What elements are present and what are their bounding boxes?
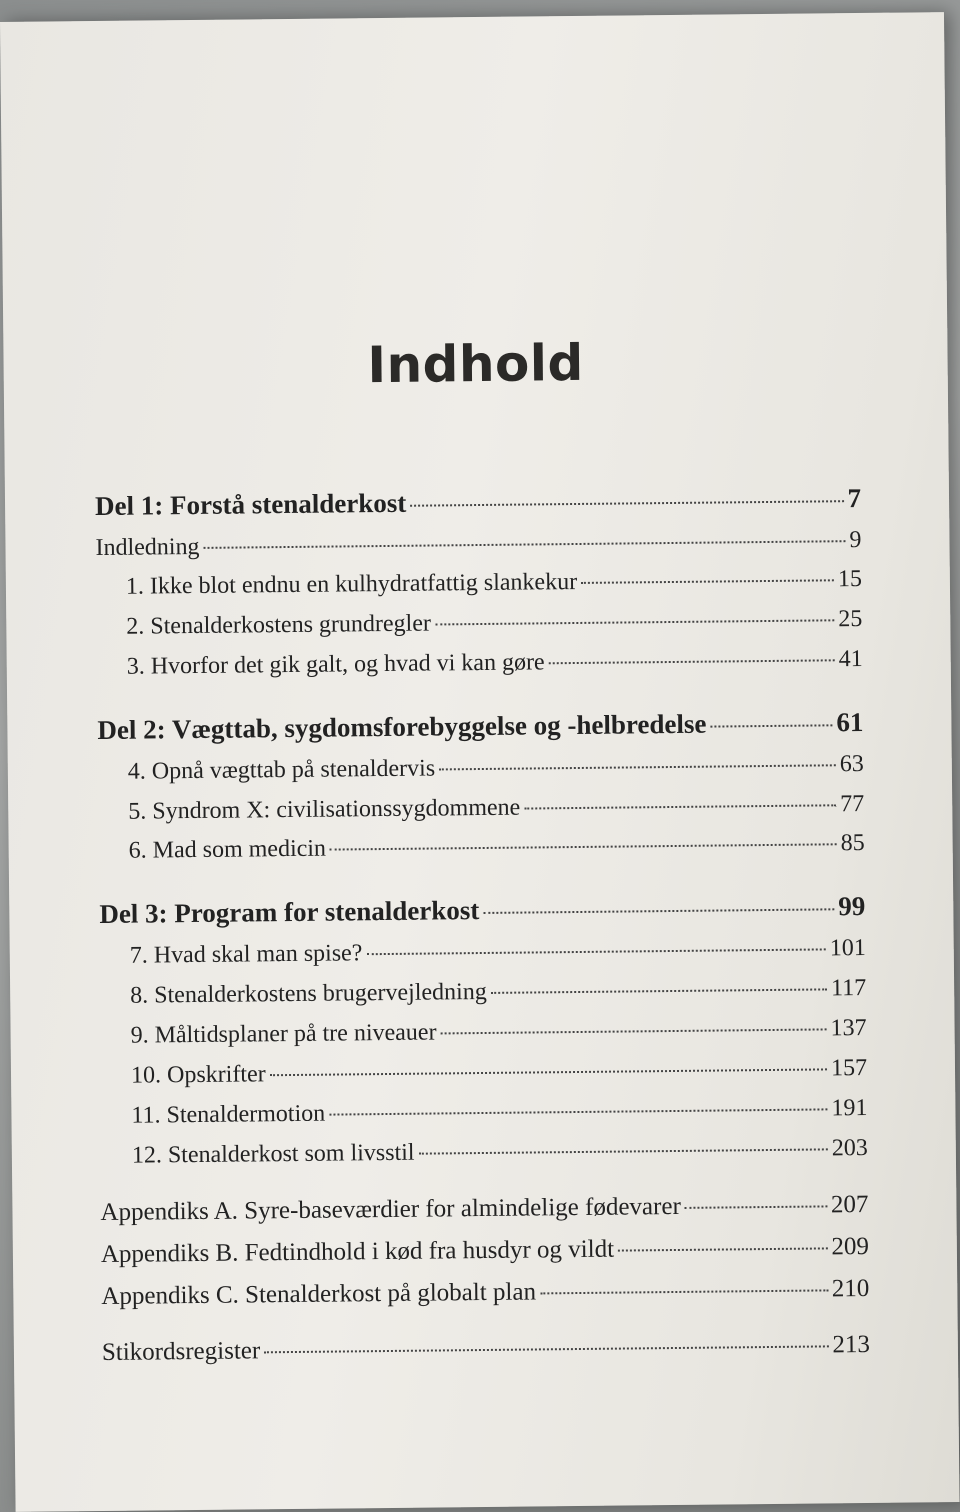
leader-dots: [440, 1028, 826, 1034]
toc-entry: [126, 606, 862, 641]
leader-dots: [491, 988, 827, 994]
toc-entry: [129, 830, 865, 865]
toc-page-number: 117: [830, 974, 867, 1002]
toc-part-label: Del 1: Forstå stenalderkost: [94, 487, 407, 522]
leader-dots: [270, 1068, 827, 1076]
toc-entry-label: 8. Stenalderkostens brugervejledning: [130, 978, 487, 1009]
toc-page-number: 210: [831, 1274, 870, 1303]
toc-page-number: 207: [830, 1190, 869, 1219]
toc-entry: [131, 1055, 867, 1090]
toc-page-number: 85: [840, 829, 865, 857]
leader-dots: [203, 540, 845, 549]
leader-dots: [439, 764, 836, 770]
table-of-contents: [0, 12, 960, 1512]
toc-page-number: 41: [838, 646, 863, 673]
toc-entry-label: Appendiks B. Fedtindhold i kød fra husdyr og vildt: [100, 1235, 615, 1269]
toc-appendix-entry: [101, 1233, 869, 1269]
toc-page-number: 101: [829, 934, 866, 962]
toc-page-number: 77: [840, 790, 865, 818]
toc-entry: [131, 1095, 867, 1130]
toc-entry-label: 9. Måltidsplaner på tre niveauer: [130, 1019, 437, 1049]
toc-part-label: Del 2: Vægttab, sygdomsforebyggelse og -helbredelse: [97, 708, 707, 746]
toc-entry-label: 7. Hvad skal man spise?: [129, 940, 363, 969]
toc-entry-label: Stikordsregister: [101, 1337, 261, 1367]
toc-page-number: 61: [836, 706, 864, 738]
toc-page-number: 25: [838, 606, 863, 633]
toc-entry: [132, 1135, 868, 1170]
toc-page-number: 15: [837, 566, 863, 593]
toc-page-number: 9: [849, 527, 862, 554]
toc-entry-label: 6. Mad som medicin: [128, 835, 327, 864]
toc-entry-label: 10. Opskrifter: [130, 1061, 266, 1089]
toc-page-number: 99: [838, 890, 866, 922]
leader-dots: [483, 908, 834, 914]
toc-part-label: Del 3: Program for stenalderkost: [99, 895, 480, 930]
toc-entry: [128, 791, 864, 826]
toc-page-number: 157: [830, 1054, 868, 1082]
toc-appendix-entry: [101, 1275, 869, 1311]
toc-entry: [126, 566, 862, 601]
toc-entry: [130, 1015, 866, 1050]
page-title: Indhold: [367, 333, 585, 395]
toc-part-heading: [99, 891, 865, 930]
toc-appendix-entry: [102, 1331, 870, 1367]
toc-page-number: 213: [832, 1330, 871, 1359]
leader-dots: [710, 724, 832, 727]
toc-entry: [127, 646, 863, 681]
toc-entry-label: 2. Stenalderkostens grundregler: [126, 610, 432, 640]
toc-page-number: 63: [839, 750, 864, 778]
leader-dots: [581, 579, 834, 584]
leader-dots: [685, 1205, 827, 1208]
toc-entry: [130, 935, 866, 970]
leader-dots: [330, 843, 837, 850]
toc-entry-label: Appendiks A. Syre-baseværdier for almindelige fødevarer: [100, 1192, 681, 1227]
toc-part-heading: [95, 483, 861, 522]
toc-entry: [130, 975, 866, 1010]
toc-entry-label: 1. Ikke blot endnu en kulhydratfattig slankekur: [125, 568, 578, 600]
leader-dots: [329, 1108, 827, 1115]
toc-entry: [128, 751, 864, 786]
toc-entry-label: 5. Syndrom X: civilisationssygdommene: [128, 794, 521, 825]
toc-appendix-entry: [100, 1191, 868, 1227]
leader-dots: [264, 1345, 828, 1353]
leader-dots: [540, 1289, 828, 1294]
book-page: [0, 12, 960, 1512]
leader-dots: [549, 659, 835, 664]
toc-entry: [95, 527, 861, 562]
toc-entry-label: 12. Stenalderkost som livsstil: [131, 1139, 415, 1169]
leader-dots: [366, 948, 825, 955]
toc-page-number: 209: [831, 1232, 870, 1261]
leader-dots: [435, 619, 834, 625]
toc-page-number: 203: [831, 1134, 868, 1162]
toc-page-number: 137: [830, 1014, 867, 1042]
leader-dots: [410, 500, 843, 507]
leader-dots: [524, 804, 836, 809]
leader-dots: [618, 1247, 827, 1251]
toc-page-number: 7: [847, 483, 862, 514]
toc-entry-label: 11. Stenaldermotion: [131, 1100, 326, 1129]
toc-entry-label: 4. Opnå vægttab på stenaldervis: [127, 755, 436, 785]
toc-entry-label: Appendiks C. Stenalderkost på globalt plan: [101, 1278, 537, 1311]
toc-part-heading: [97, 707, 863, 746]
leader-dots: [419, 1148, 828, 1154]
toc-entry-label: Indledning: [95, 533, 200, 562]
toc-entry-label: 3. Hvorfor det gik galt, og hvad vi kan gøre: [126, 649, 545, 680]
toc-page-number: 191: [831, 1094, 868, 1122]
